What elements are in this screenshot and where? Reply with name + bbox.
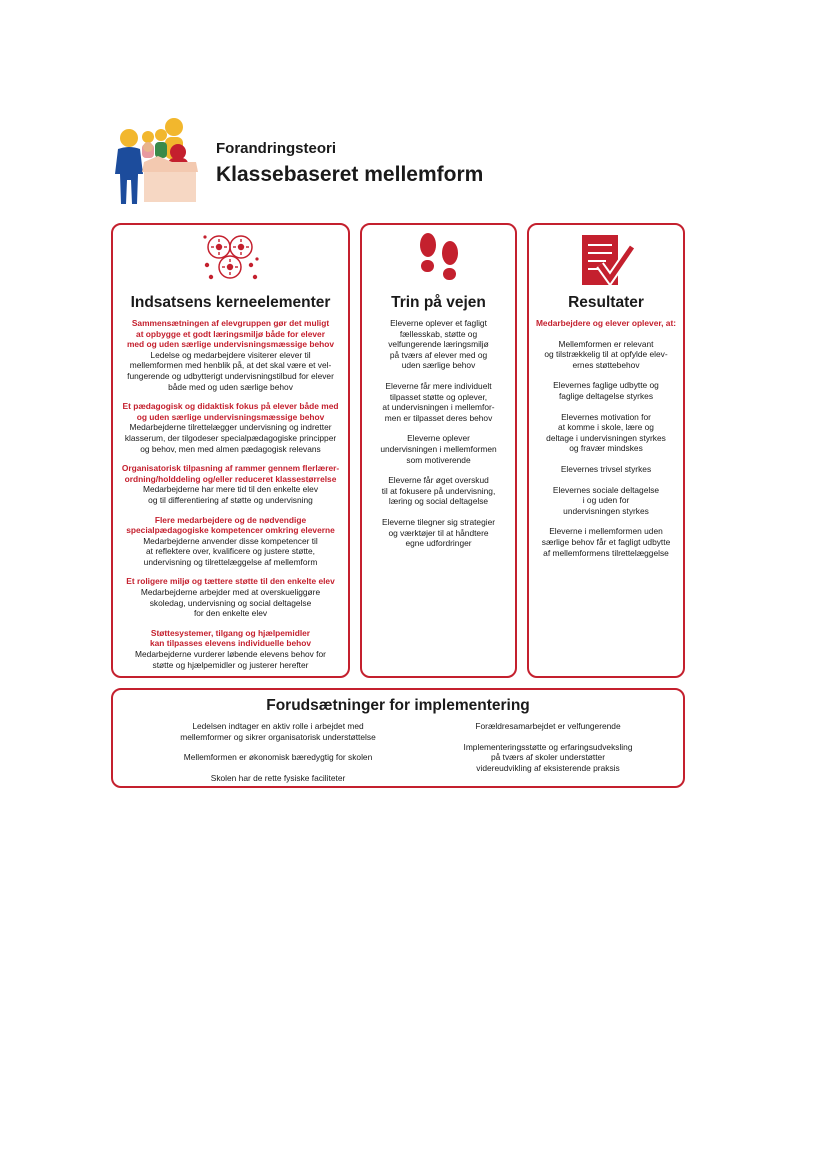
core-element-text: Medarbejderne har mere tid til den enkelte elev og til differentiering af støtte og undervisning bbox=[142, 484, 319, 505]
core-element bbox=[117, 628, 344, 670]
core-element-heading: Sammensætningen af elevgruppen gør det muligt at opbygge et godt læringsmiljø både for elever med og uden særlige undervisningsmæssige behov bbox=[126, 318, 335, 350]
core-element bbox=[117, 463, 344, 505]
result-item: Elevernes trivsel styrkes bbox=[560, 463, 652, 474]
core-element-heading: Flere medarbejdere og de nødvendige specialpædagogiske kompetencer omkring eleverne bbox=[126, 514, 335, 536]
result-item: Mellemformen er relevant og tilstrækkelig til at opfylde elev- ernes støttebehov bbox=[544, 338, 668, 370]
results-panel bbox=[527, 223, 685, 678]
step-item: Eleverne får øget overskud til at fokusere på undervisning, læring og social deltagelse bbox=[381, 475, 496, 507]
prerequisite-item: Mellemformen er økonomisk bæredygtig for skolen bbox=[183, 752, 373, 763]
core-element-text: Medarbejderne vurderer løbende elevens behov for støtte og hjælpemidler og justerer herefter bbox=[135, 649, 326, 670]
steps-title: Trin på vejen bbox=[391, 294, 486, 311]
step-item: Eleverne oplever undervisningen i mellemformen som motiverende bbox=[380, 433, 497, 465]
core-elements-list bbox=[117, 318, 344, 679]
people-illustration bbox=[106, 116, 206, 208]
core-element-heading: Organisatorisk tilpasning af rammer gennem flerlærer- ordning/holddeling og/eller reduceret klassestørrelse bbox=[121, 463, 340, 484]
steps-panel bbox=[360, 223, 517, 678]
core-element bbox=[117, 515, 344, 568]
header-title: Klassebaseret mellemform bbox=[216, 163, 484, 186]
core-elements-title: Indsatsens kerneelementer bbox=[130, 294, 331, 311]
steps-list bbox=[366, 318, 511, 559]
step-item: Eleverne får mere individuelt tilpasset støtte og oplever, at undervisningen i mellemfor- men er tilpasset deres behov bbox=[382, 380, 495, 423]
result-item: Eleverne i mellemformen uden særlige behov får et fagligt udbytte af mellemformens tilrettelæggelse bbox=[541, 526, 671, 558]
result-item: Elevernes motivation for at komme i skole, lære og deltage i undervisningen styrkes og fravær mindskes bbox=[546, 411, 666, 454]
virus-cells-icon bbox=[199, 231, 263, 292]
results-title: Resultater bbox=[568, 294, 644, 311]
core-element-text: Medarbejderne tilrettelægger undervisning og indretter klasserum, der tilgodeser specialpædagogiske principper og behov, men med almen pædagogisk relevans bbox=[124, 422, 337, 454]
header bbox=[216, 140, 483, 188]
prerequisites-left-column bbox=[153, 721, 403, 793]
core-element-text: Ledelse og medarbejdere visiterer elever til mellemformen med henblik på, at det skal være et vel- fungerende og udbytterigt undervisningstilbud for elever både med og uden særlige behov bbox=[127, 349, 334, 392]
core-element-text: Medarbejderne arbejder med at overskueliggøre skoledag, undervisning og social deltagelse for den enkelte elev bbox=[140, 587, 321, 619]
footprints-icon bbox=[411, 231, 467, 292]
prerequisite-item: Skolen har de rette fysiske faciliteter bbox=[210, 772, 346, 783]
prerequisite-item: Implementeringsstøtte og erfaringsudveksling på tværs af skoler understøtter videreudvikling af eksisterende praksis bbox=[463, 741, 633, 773]
prerequisites-title: Forudsætninger for implementering bbox=[266, 697, 530, 714]
prerequisites-panel bbox=[111, 688, 685, 788]
results-list bbox=[533, 318, 679, 568]
core-element bbox=[117, 576, 344, 618]
core-element-heading: Støttesystemer, tilgang og hjælpemidler kan tilpasses elevens individuelle behov bbox=[149, 627, 312, 649]
core-element bbox=[117, 318, 344, 392]
checklist-icon bbox=[576, 231, 636, 294]
core-element bbox=[117, 401, 344, 454]
core-element-text: Medarbejderne anvender disse kompetencer til at reflektere over, kvalificere og justere støtte, undervisning og tilrettelæggelse af mellemform bbox=[143, 535, 318, 567]
prerequisite-item: Ledelsen indtager en aktiv rolle i arbejdet med mellemformer og sikrer organisatorisk understøttelse bbox=[180, 721, 376, 742]
prerequisite-item: Forældresamarbejdet er velfungerende bbox=[475, 721, 621, 731]
step-item: Eleverne oplever et fagligt fællesskab, støtte og velfungerende læringsmiljø på tværs af elever med og uden særlige behov bbox=[388, 318, 489, 371]
result-item: Elevernes faglige udbytte og faglige deltagelse styrkes bbox=[553, 380, 659, 401]
result-item: Elevernes sociale deltagelse i og uden for undervisningen styrkes bbox=[552, 484, 660, 516]
core-elements-panel bbox=[111, 223, 350, 678]
results-lead: Medarbejdere og elever oplever, at: bbox=[535, 318, 677, 328]
core-element-heading: Et pædagogisk og didaktisk fokus på elever både med og uden særlige undervisningsmæssige behov bbox=[122, 401, 339, 422]
prerequisites-right-column bbox=[413, 721, 683, 783]
header-subtitle: Forandringsteori bbox=[216, 140, 337, 157]
core-element-heading: Et roligere miljø og tættere støtte til den enkelte elev bbox=[126, 576, 335, 587]
step-item: Eleverne tilegner sig strategier og værktøjer til at håndtere egne udfordringer bbox=[381, 516, 496, 549]
